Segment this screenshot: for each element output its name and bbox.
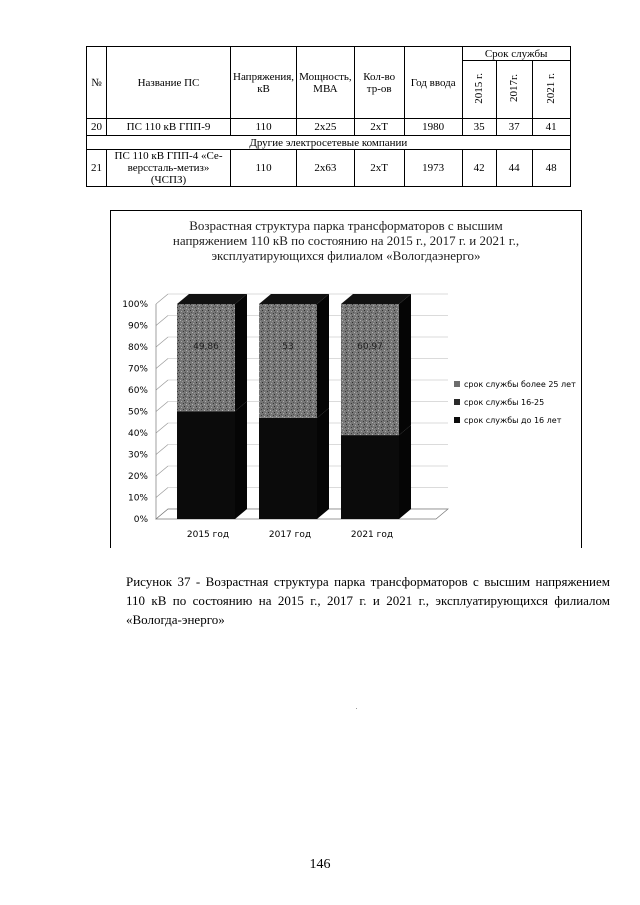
cell-voltage: 110 bbox=[231, 150, 297, 187]
cell-2015: 35 bbox=[462, 119, 496, 136]
chart-bars bbox=[177, 294, 411, 519]
y-tick-label: 70% bbox=[127, 364, 148, 375]
cell-year: 1980 bbox=[404, 119, 462, 136]
data-label: 49,86 bbox=[193, 342, 219, 352]
legend-swatch bbox=[454, 399, 460, 405]
figure-caption: Рисунок 37 - Возрастная структура парка трансформаторов с высшим напряжением 110 кВ по состоянию на 2015 г., 2017 г. и 2021 г., эксплуатирующихся филиалом «Вологда-энерго» bbox=[126, 574, 610, 627]
header-voltage: Напряжения, кВ bbox=[231, 47, 297, 119]
gridline-side bbox=[156, 445, 168, 455]
chart-legend bbox=[454, 380, 576, 425]
x-tick-label: 2015 год bbox=[186, 530, 230, 540]
gridline-side bbox=[156, 423, 168, 433]
cell-name: ПС 110 кВ ГПП-9 bbox=[107, 119, 231, 136]
y-tick-label: 20% bbox=[127, 472, 148, 482]
chart-title-line-3: эксплуатирующихся филиалом «Вологдаэнерго» bbox=[211, 248, 481, 263]
cell-name: ПС 110 кВ ГПП-4 «Се-верссталь-метиз» (ЧСПЗ) bbox=[107, 150, 231, 187]
bar-segment bbox=[341, 304, 399, 435]
cell-power: 2x63 bbox=[297, 150, 355, 187]
gridline-side bbox=[156, 294, 168, 304]
legend-label: срок службы более 25 лет bbox=[464, 380, 576, 389]
substation-table bbox=[86, 46, 571, 187]
page-number: 146 bbox=[309, 857, 331, 872]
bar-segment bbox=[259, 304, 317, 418]
chart-title-line-1: Возрастная структура парка трансформаторов с высшим bbox=[189, 218, 503, 233]
header-year-2015 bbox=[462, 61, 496, 119]
header-year-2021 bbox=[532, 61, 570, 119]
y-tick-label: 50% bbox=[127, 407, 148, 418]
gridline-side bbox=[156, 316, 168, 326]
table-section-row bbox=[87, 136, 571, 150]
bar-top bbox=[177, 294, 247, 304]
scan-speck bbox=[356, 708, 357, 709]
bar-segment bbox=[177, 411, 235, 519]
cell-2021: 41 bbox=[532, 119, 570, 136]
header-count: Кол-во тр-ов bbox=[354, 47, 404, 119]
cell-count: 2xT bbox=[354, 119, 404, 136]
bar-segment bbox=[341, 435, 399, 519]
header-year-2017 bbox=[496, 61, 532, 119]
header-year-2015-text: 2015 г. bbox=[473, 72, 486, 104]
legend-label: срок службы 16-25 bbox=[464, 398, 545, 407]
cell-voltage: 110 bbox=[231, 119, 297, 136]
bar-top bbox=[341, 294, 411, 304]
y-tick-label: 30% bbox=[127, 450, 148, 461]
legend-swatch bbox=[454, 381, 460, 387]
gridline-side bbox=[156, 380, 168, 390]
gridline-side bbox=[156, 359, 168, 369]
x-tick-label: 2017 год bbox=[268, 530, 312, 540]
legend-label: срок службы до 16 лет bbox=[464, 416, 562, 425]
bar-side bbox=[399, 425, 411, 519]
cell-power: 2x25 bbox=[297, 119, 355, 136]
cell-num: 20 bbox=[87, 119, 107, 136]
stacked-bar-chart bbox=[111, 211, 581, 548]
data-label: 53 bbox=[282, 342, 294, 352]
chart-frame bbox=[110, 210, 582, 548]
header-year: Год ввода bbox=[404, 47, 462, 119]
y-tick-label: 90% bbox=[127, 321, 148, 332]
header-year-2021-text: 2021 г. bbox=[545, 72, 558, 104]
header-num: № bbox=[87, 47, 107, 119]
y-tick-label: 60% bbox=[127, 386, 148, 396]
header-power: Мощность, МВА bbox=[297, 47, 355, 119]
gridline-side bbox=[156, 337, 168, 347]
bar-side bbox=[235, 294, 247, 411]
chart-title-line-2: напряжением 110 кВ по состоянию на 2015 г., 2017 г. и 2021 г., bbox=[172, 233, 520, 248]
table-row bbox=[87, 119, 571, 136]
bar-side bbox=[317, 294, 329, 418]
cell-2015: 42 bbox=[462, 150, 496, 187]
y-tick-label: 40% bbox=[127, 429, 148, 439]
header-name: Название ПС bbox=[107, 47, 231, 119]
y-tick-label: 10% bbox=[127, 493, 148, 504]
bar-side bbox=[235, 401, 247, 519]
header-year-2017-text: 2017г. bbox=[508, 73, 521, 103]
cell-year: 1973 bbox=[404, 150, 462, 187]
header-service-life: Срок службы bbox=[462, 47, 570, 61]
gridline-side bbox=[156, 488, 168, 498]
cell-num: 21 bbox=[87, 150, 107, 187]
data-label: 60,97 bbox=[357, 342, 383, 352]
bar-top bbox=[259, 294, 329, 304]
table-row bbox=[87, 150, 571, 187]
y-tick-label: 100% bbox=[122, 300, 148, 310]
gridline-side bbox=[156, 402, 168, 412]
cell-2017: 44 bbox=[496, 150, 532, 187]
bar-segment bbox=[177, 304, 235, 411]
bar-side bbox=[399, 294, 411, 435]
cell-2017: 37 bbox=[496, 119, 532, 136]
legend-swatch bbox=[454, 417, 460, 423]
y-tick-label: 0% bbox=[133, 515, 148, 525]
x-tick-label: 2021 год bbox=[350, 530, 394, 540]
bar-side bbox=[317, 408, 329, 519]
cell-2021: 48 bbox=[532, 150, 570, 187]
gridline-side bbox=[156, 466, 168, 476]
cell-count: 2xT bbox=[354, 150, 404, 187]
y-tick-label: 80% bbox=[127, 343, 148, 353]
bar-segment bbox=[259, 418, 317, 519]
section-label: Другие электросетевые компании bbox=[87, 136, 571, 150]
